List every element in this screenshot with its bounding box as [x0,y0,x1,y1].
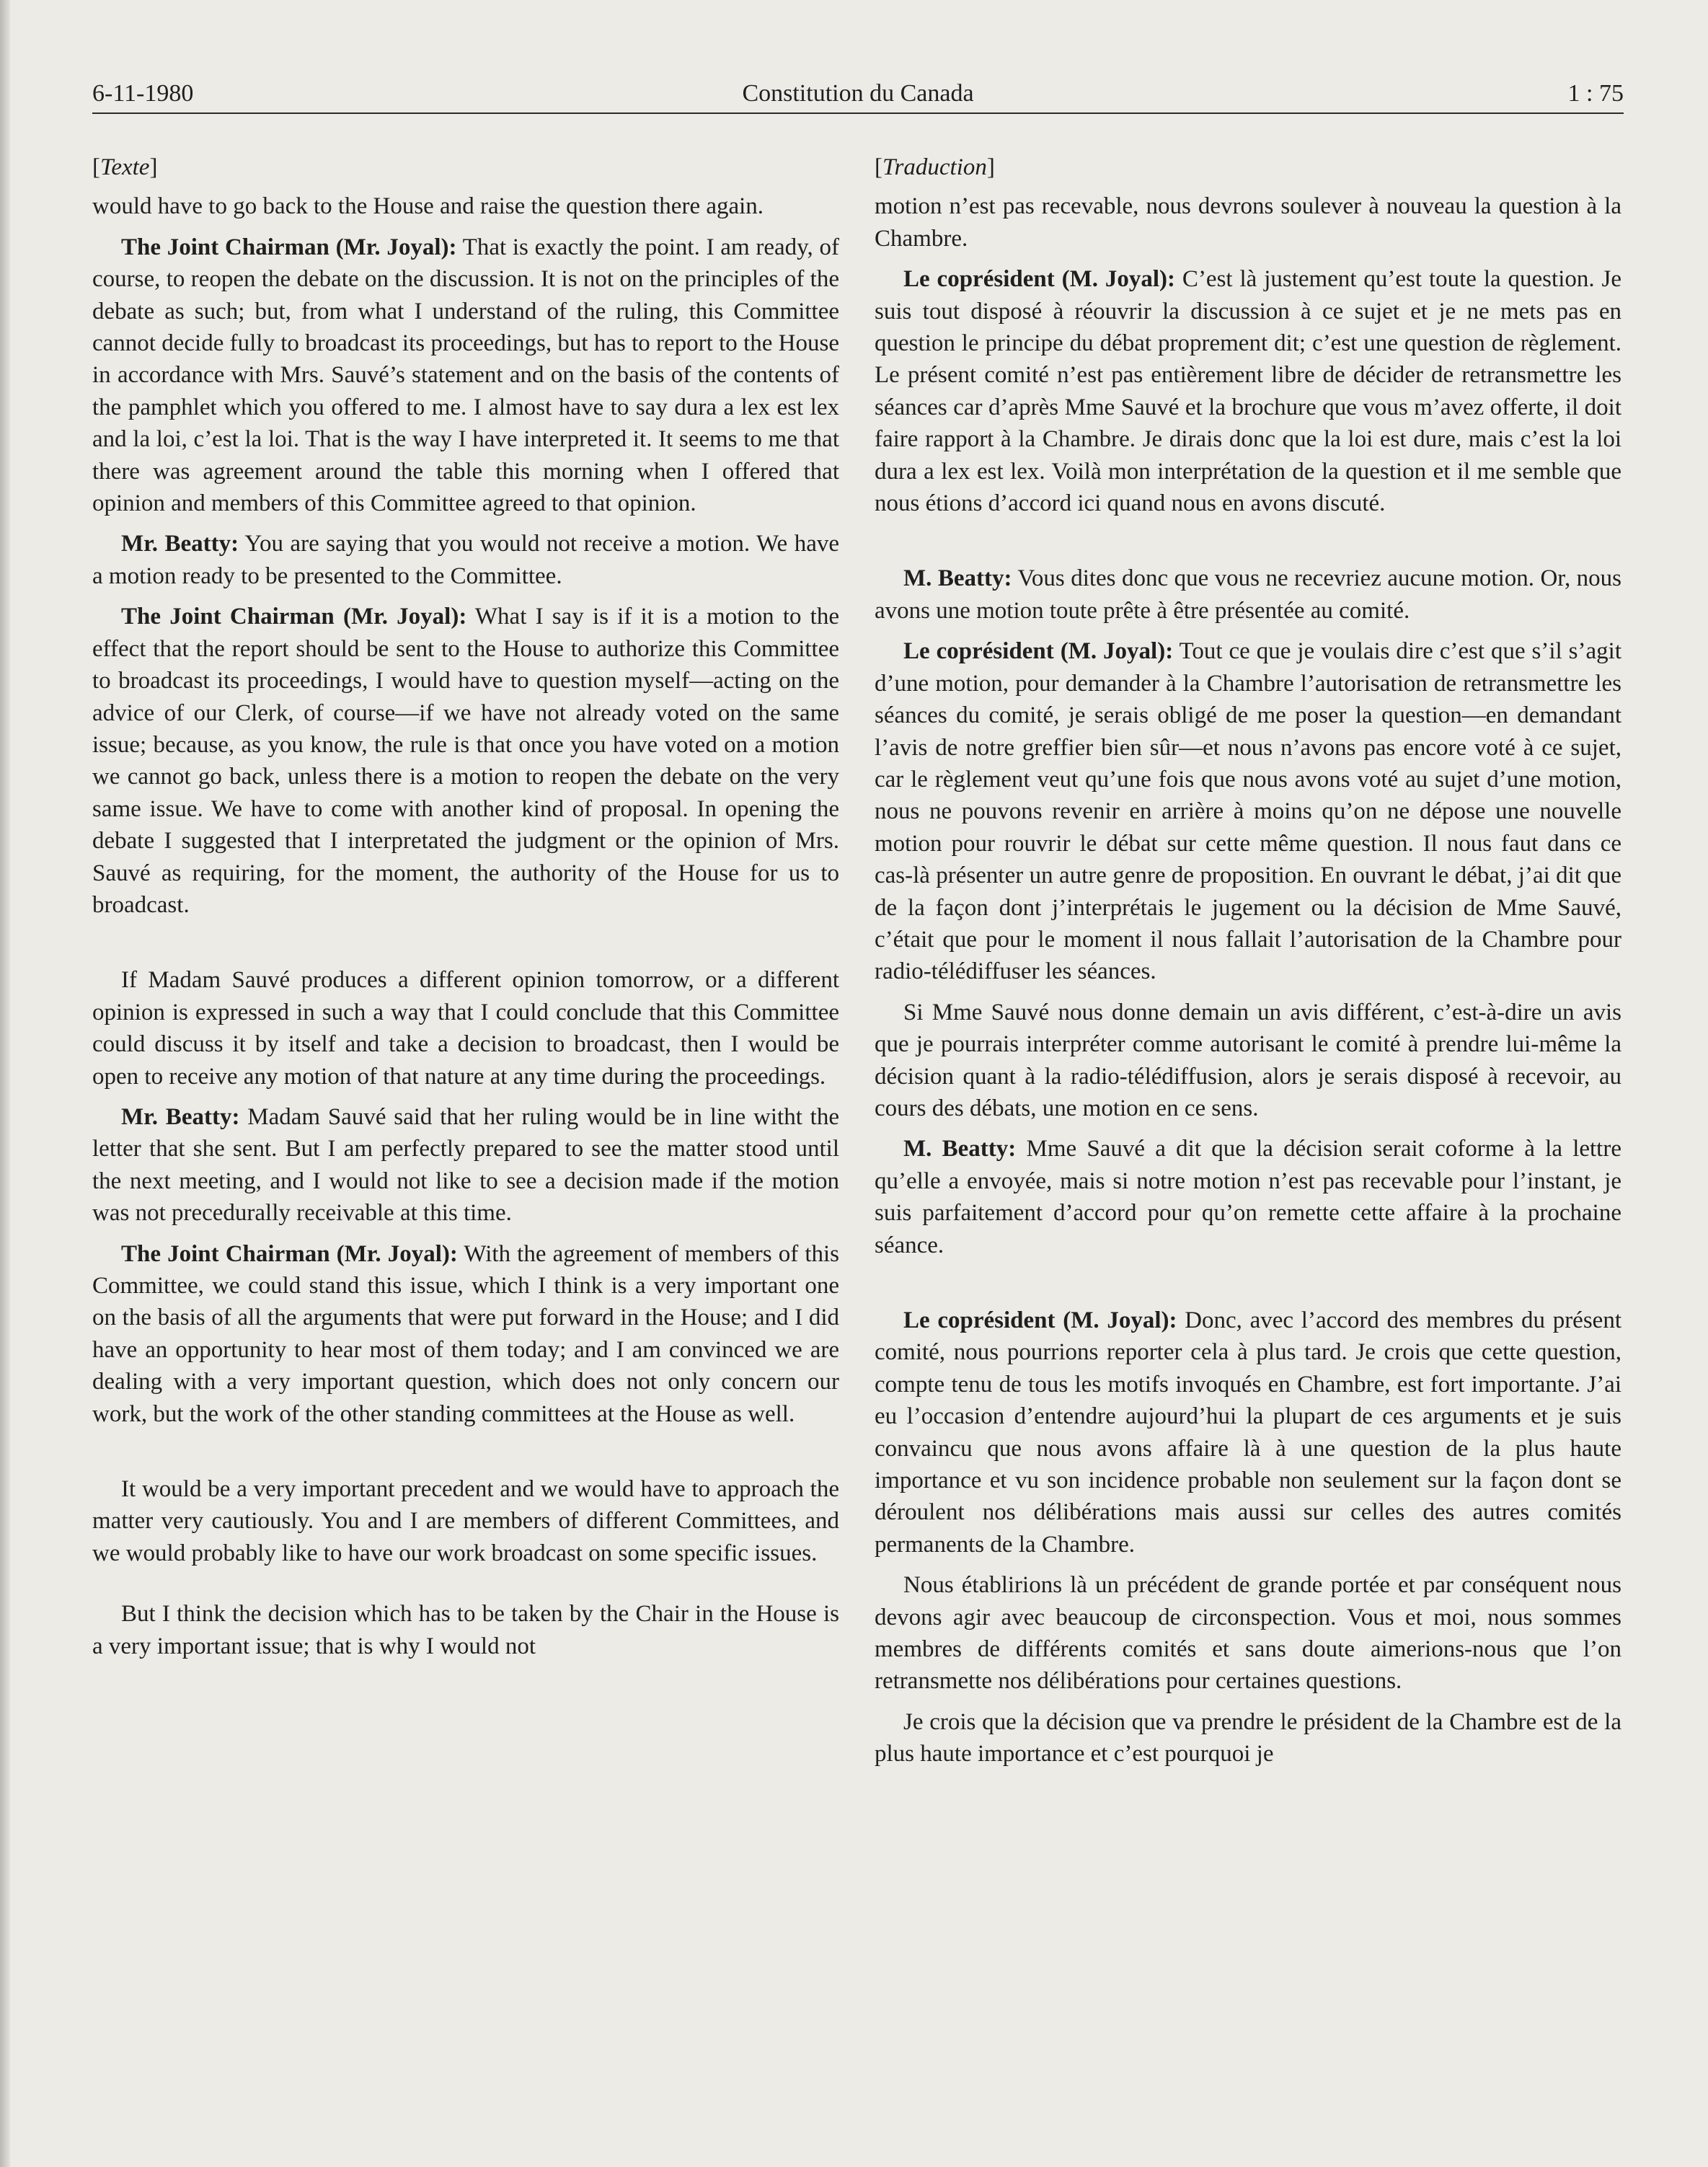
speaker-name: M. Beatty: [903,565,1012,592]
speaker-name: The Joint Chairman (Mr. Joyal): [121,1240,458,1267]
paragraph: Le coprésident (M. Joyal): Donc, avec l’accord des membres du présent comité, nous pourrions reporter cela à plus tard. Je crois que cette question, compte tenu de tous les motifs invoqués en Chambre, est fort importante. J’ai eu l’occasion d’entendre aujourd’hui la plupart de ces arguments et je suis convaincu que nous avons affaire là à une question de la plus haute importance et vu son incidence probable non seulement sur la façon dont se déroulent nos délibérations mais aussi sur celles des autres comités permanents de la Chambre. [875,1307,1621,1558]
header-date: 6-11-1980 [92,80,194,107]
paragraph: The Joint Chairman (Mr. Joyal): That is exactly the point. I am ready, of course, to reopen the debate on the discussion. It is not on the principles of the debate as such; but, from what I understand of the ruling, this Committee cannot decide fully to broadcast its proceedings, but has to report to the House in accordance with Mrs. Sauvé’s statement and on the basis of the contents of the pamphlet which you offered to me. I almost have to say dura a lex est lex and la loi, c’est la loi. That is the way I have interpreted it. It seems to me that there was agreement around the table this morning when I offered that opinion and members of this Committee agreed to that opinion. [92,234,839,517]
speaker-name: Le coprésident (M. Joyal): [903,1307,1177,1333]
page-header [92,75,1624,114]
section-marker-texte: [Texte] [92,154,158,180]
speaker-name: M. Beatty: [903,1136,1017,1162]
paragraph: M. Beatty: Vous dites donc que vous ne recevriez aucune motion. Or, nous avons une motion toute prête à être présentée au comité. [875,565,1622,624]
paragraph: The Joint Chairman (Mr. Joyal): What I say is if it is a motion to the effect that the report should be sent to the House to authorize this Committee to broadcast its proceedings, I would have to question myself—acting on the advice of our Clerk, of course—if we have not already voted on the same issue; because, as you know, the rule is that once you have voted on a motion we cannot go back, unless there is a motion to reopen the debate on the very same issue. We have to come with another kind of proposal. In opening the debate I suggested that I interpretated the judgment or the opinion of Mrs. Sauvé as requiring, for the moment, the authority of the House for us to broadcast. [92,604,839,918]
paragraph: Nous établirions là un précédent de grande portée et par conséquent nous devons agir avec beaucoup de circonspection. Vous et moi, nous sommes membres de différents comités et sans doute aimerions-nous que l’on retransmette nos délibérations pour certaines questions. [875,1572,1621,1695]
paragraph: M. Beatty: Mme Sauvé a dit que la décision serait coforme à la lettre qu’elle a envoyée, mais si notre motion n’est pas recevable pour l’instant, je suis parfaitement d’accord pour qu’on remette cette affaire à la prochaine séance. [875,1136,1621,1258]
speaker-name: Le coprésident (M. Joyal): [903,638,1174,665]
paragraph: would have to go back to the House and raise the question there again. [92,193,764,220]
speaker-name: The Joint Chairman (Mr. Joyal): [121,604,467,630]
english-column [92,151,839,1671]
speaker-name: The Joint Chairman (Mr. Joyal): [121,234,457,260]
paragraph: motion n’est pas recevable, nous devrons soulever à nouveau la question à la Chambre. [875,193,1621,252]
paragraph: Si Mme Sauvé nous donne demain un avis différent, c’est-à-dire un avis que je pourrais interpréter comme autorisant le comité à prendre lui-même la décision quant à la radio-télédiffusion, alors je serais disposé à recevoir, au cours des débats, une motion en ce sens. [875,999,1621,1121]
paragraph: Le coprésident (M. Joyal): Tout ce que je voulais dire c’est que s’il s’agit d’une motion, pour demander à la Chambre l’autorisation de retransmettre les séances du comité, je serais obligé de me poser la question—en demandant l’avis de notre greffier bien sûr—et nous n’avons pas encore voté à ce sujet, car le règlement veut qu’une fois que nous avons voté au sujet d’une motion, nous ne pouvons revenir en arrière à moins qu’on ne dépose une nouvelle motion pour rouvrir le débat sur cette même question. Il nous faut dans ce cas-là présenter un autre genre de proposition. En ouvrant le débat, j’ai dit que de la façon dont j’interprétais le jugement ou la décision de Mme Sauvé, c’était que pour le moment il nous fallait l’autorisation de la Chambre pour radio-télédiffuser les séances. [875,638,1621,985]
paragraph: Mr. Beatty: Madam Sauvé said that her ruling would be in line witht the letter that she sent. But I am perfectly prepared to see the matter stood until the next meeting, and I would not like to see a decision made if the motion was not precedurally receivable at this time. [92,1103,839,1227]
speaker-name: Mr. Beatty: [121,1103,240,1130]
speaker-name: Le coprésident (M. Joyal): [903,266,1176,293]
paragraph: It would be a very important precedent and we would have to approach the matter very cautiously. You and I are members of different Committees, and we would probably like to have our work broadcast on some specific issues. [92,1476,839,1566]
paragraph: Le coprésident (M. Joyal): C’est là justement qu’est toute la question. Je suis tout disposé à réouvrir la discussion à ce sujet et je ne mets pas en question le principe du débat proprement dit; c’est une question de règlement. Le présent comité n’est pas entièrement libre de décider de retransmettre les séances car d’après Mme Sauvé et la brochure que vous m’avez offerte, il doit faire rapport à la Chambre. Je dirais donc que la loi est dure, mais c’est la loi dura a lex est lex. Voilà mon interprétation de la question et il me semble que nous étions d’accord ici quand nous en avons discuté. [875,266,1621,517]
section-marker-traduction: [Traduction] [875,154,995,180]
page-spine-shadow [0,0,10,2167]
paragraph: Mr. Beatty: You are saying that you would not receive a motion. We have a motion ready to be presented to the Committee. [92,531,839,589]
paragraph: But I think the decision which has to be taken by the Chair in the House is a very important issue; that is why I would not [92,1601,839,1659]
speaker-name: Mr. Beatty: [121,531,239,557]
paragraph: Je crois que la décision que va prendre le président de la Chambre est de la plus haute importance et c’est pourquoi je [875,1708,1621,1767]
header-title: Constitution du Canada [742,80,974,107]
header-page-number: 1 : 75 [1567,80,1624,107]
paragraph: The Joint Chairman (Mr. Joyal): With the agreement of members of this Committee, we could stand this issue, which I think is a very important one on the basis of all the arguments that were put forward in the House; and I did have an opportunity to hear most of them today; and I am convinced we are dealing with a very important question, which does not only concern our work, but the work of the other standing committees at the House as well. [92,1240,839,1427]
paragraph: If Madam Sauvé produces a different opinion tomorrow, or a different opinion is expressed in such a way that I could conclude that this Committee could discuss it by itself and take a decision to broadcast, then I would be open to receive any motion of that nature at any time during the proceedings. [92,967,839,1090]
french-column [875,151,1621,1779]
